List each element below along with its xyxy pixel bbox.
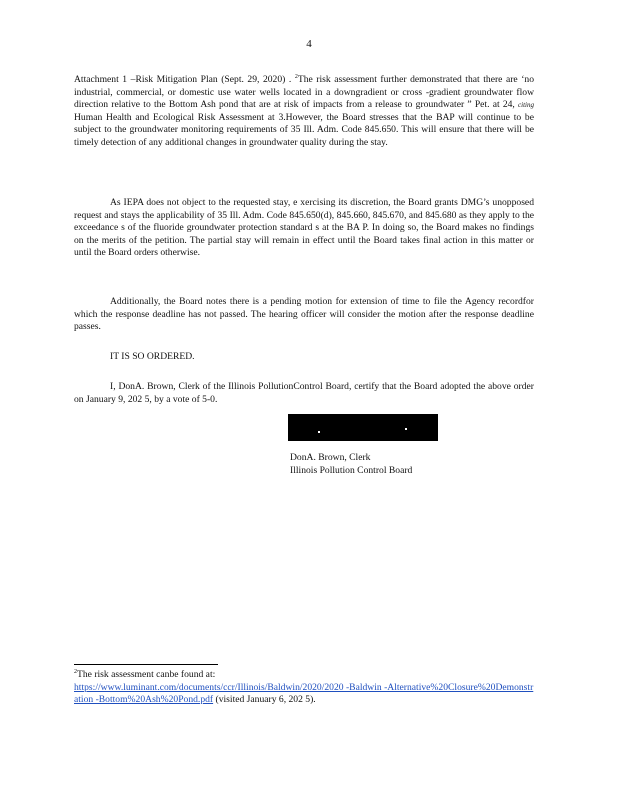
paragraph-pending-motion: Additionally, the Board notes there is a pending motion for extension of time to file the Agency recordfor which the response deadline has not passed. The hearing officer will consider the motion after the response deadline passes.	[74, 296, 534, 333]
signature-block	[290, 452, 412, 477]
signature-redaction	[288, 414, 438, 441]
footnote-visited: (visited January 6, 202 5).	[213, 694, 316, 706]
p1-text-b: The risk assessment further demonstrated that there are ‘no industrial, commercial, or domestic use water wells located in a downgradient or cross -gradient groundwater flow direction relative to the Bottom Ash pond that are at risk of impacts from a release to groundwater ” Pet. at 24,	[74, 74, 534, 111]
footnote-text: The risk assessment canbe found at:	[77, 669, 216, 680]
footnote-2	[74, 669, 534, 707]
clerk-organization: Illinois Pollution Control Board	[290, 464, 413, 476]
citing-signal: citing	[518, 101, 534, 110]
page-number: 4	[306, 38, 312, 50]
footnote-divider	[74, 664, 218, 665]
footnote-ref-2[interactable]: 2	[294, 73, 298, 80]
paragraph-risk-assessment	[74, 74, 534, 150]
p1-text-c: Human Health and Ecological Risk Assessment at 3.However, the Board stresses that the BAP will continue to be subject to the groundwater monitoring requirements of 35 Ill. Adm. Code 845.650. This will ensure that there will be timely detection of any additional changes in groundwater quality during the stay.	[74, 111, 534, 148]
clerk-name: DonA. Brown, Clerk	[290, 452, 371, 463]
paragraph-so-ordered: IT IS SO ORDERED.	[110, 351, 195, 362]
paragraph-stay-granted: As IEPA does not object to the requested stay, e xercising its discretion, the Board grants DMG’s unopposed request and stays the applicability of 35 Ill. Adm. Code 845.650(d), 845.660, 845.670, and 845.680 as they apply to the exceedance s of the fluoride groundwater protection standard s at the BA P. In doing so, the Board makes no findings on the merits of the petition. The partial stay will remain in effect until the Board takes final action in this matter or until the Board orders otherwise.	[74, 197, 534, 259]
p1-text-a: Attachment 1 –Risk Mitigation Plan (Sept. 29, 2020) .	[74, 74, 295, 85]
footnote-link[interactable]: https://www.luminant.com/documents/ccr/Illinois/Baldwin/2020/2020 -Baldwin -Alternative%20Closure%20Demonstration -Bottom%20Ash%20Pond.pdf	[74, 681, 534, 706]
footnote-number: 2	[74, 668, 77, 675]
paragraph-clerk-certification: I, DonA. Brown, Clerk of the Illinois PollutionControl Board, certify that the Board adopted the above order on January 9, 202 5, by a vote of 5-0.	[74, 381, 534, 405]
